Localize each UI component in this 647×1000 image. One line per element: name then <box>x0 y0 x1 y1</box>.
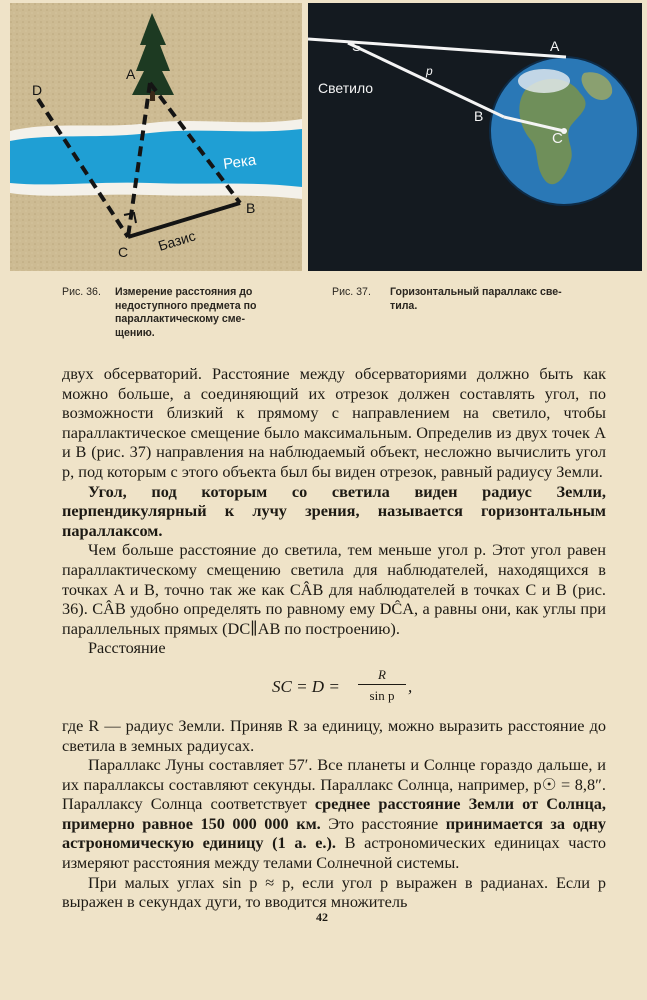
paragraph-6-bold-unit: принимается за одну астрономическую единицу (1 а. е.). <box>62 813 606 853</box>
earth-cloud <box>518 69 570 93</box>
caption-fig36-text <box>115 286 280 340</box>
figure-36-drawing <box>10 3 302 271</box>
label-s: S <box>352 38 362 54</box>
caption-fig37 <box>332 286 632 312</box>
page-number: 42 <box>316 910 328 924</box>
paragraph-7: При малых углах sin p ≈ p, если угол p выражен в радианах. Если p выражен в секундах дуги, то вводится множитель <box>62 872 606 912</box>
label-a: A <box>550 38 560 54</box>
label-c: C <box>118 244 129 260</box>
caption-fig37-line: тила. <box>390 299 418 312</box>
formula-denominator: sin p <box>369 687 395 703</box>
label-b: B <box>474 108 484 124</box>
paragraph-6-text: Это расстояние <box>320 813 446 833</box>
formula <box>62 658 606 716</box>
paragraph-3: Чем больше расстояние до светила, тем меньше угол p. Этот угол равен параллактическому смещению светила для наблюдателей, находящихся в точках A и B, точно так же как CÂB для наблюдателей в точках C и B (рис. 36). CÂB удобно определять по равному ему DĈA, а равны они, как углы при параллельных прямых (DC∥AB по построению). <box>62 540 606 638</box>
paragraph-6-text: В астрономических единицах часто измеряют расстояния между телами Солнечной системы. <box>62 833 606 873</box>
label-b: B <box>246 200 256 216</box>
label-c: C <box>552 130 563 147</box>
figure-36-parallax-measurement <box>10 3 302 271</box>
paragraph-5: где R — радиус Земли. Приняв R за единицу, можно выразить расстояние до светила в земных радиусах. <box>62 715 606 755</box>
caption-fig36-number: Рис. 36. <box>62 286 101 298</box>
definition-bold: Угол, под которым со светила виден радиус Земли, перпендикулярный к лучу зрения, называется горизонтальным параллаксом. <box>62 481 606 540</box>
paragraph-4: Расстояние <box>88 638 166 658</box>
caption-fig37-line: Горизонтальный параллакс све- <box>390 286 562 298</box>
label-a: A <box>126 66 136 82</box>
label-river: Река <box>222 151 258 173</box>
caption-fig37-text <box>390 286 610 313</box>
formula-comma: , <box>408 676 413 696</box>
caption-fig36 <box>62 286 302 339</box>
formula-left: SC = D = <box>272 676 340 696</box>
paragraph-1: двух обсерваторий. Расстояние между обсерваториями должно быть как можно больше, а соединяющий их отрезок должен составлять угол, по возможности близкий к прямому с направлением на светило, чтобы параллактическое смещение было максимальным. Определив из двух точек A и B (рис. 37) направления на наблюдаемый объект, несложно вычислить угол p, под которым с этого объекта был бы виден отрезок, равный радиусу Земли. <box>62 364 606 481</box>
caption-fig36-line: недоступного предмета по <box>115 299 257 312</box>
figure-37-horizontal-parallax <box>308 3 642 271</box>
label-star: Светило <box>318 80 374 96</box>
figure-37-drawing <box>308 3 642 271</box>
formula-numerator: R <box>358 666 406 685</box>
paragraph-definition <box>62 482 606 541</box>
label-base: Базис <box>156 227 198 254</box>
caption-fig36-line: Измерение расстояния до <box>115 286 253 298</box>
caption-fig36-line: щению. <box>115 326 155 339</box>
label-p: p <box>426 64 433 78</box>
paragraph-6-text: Параллакс Луны составляет 57′. Все планеты и Солнце гораздо дальше, и их параллаксы составляют секунды. Параллакс Солнца, например, p☉ = 8,8″. Параллаксу Солнца соответствует <box>62 755 606 814</box>
body-text <box>62 364 606 912</box>
caption-fig36-line: параллактическому сме- <box>115 313 245 326</box>
label-d: D <box>32 82 43 98</box>
paragraph-6-bold-au: среднее расстояние Земли от Солнца, примерно равное 150 000 000 км. <box>62 794 606 833</box>
river <box>10 129 302 187</box>
caption-fig37-number: Рис. 37. <box>332 286 371 298</box>
paragraph-6 <box>62 755 606 873</box>
